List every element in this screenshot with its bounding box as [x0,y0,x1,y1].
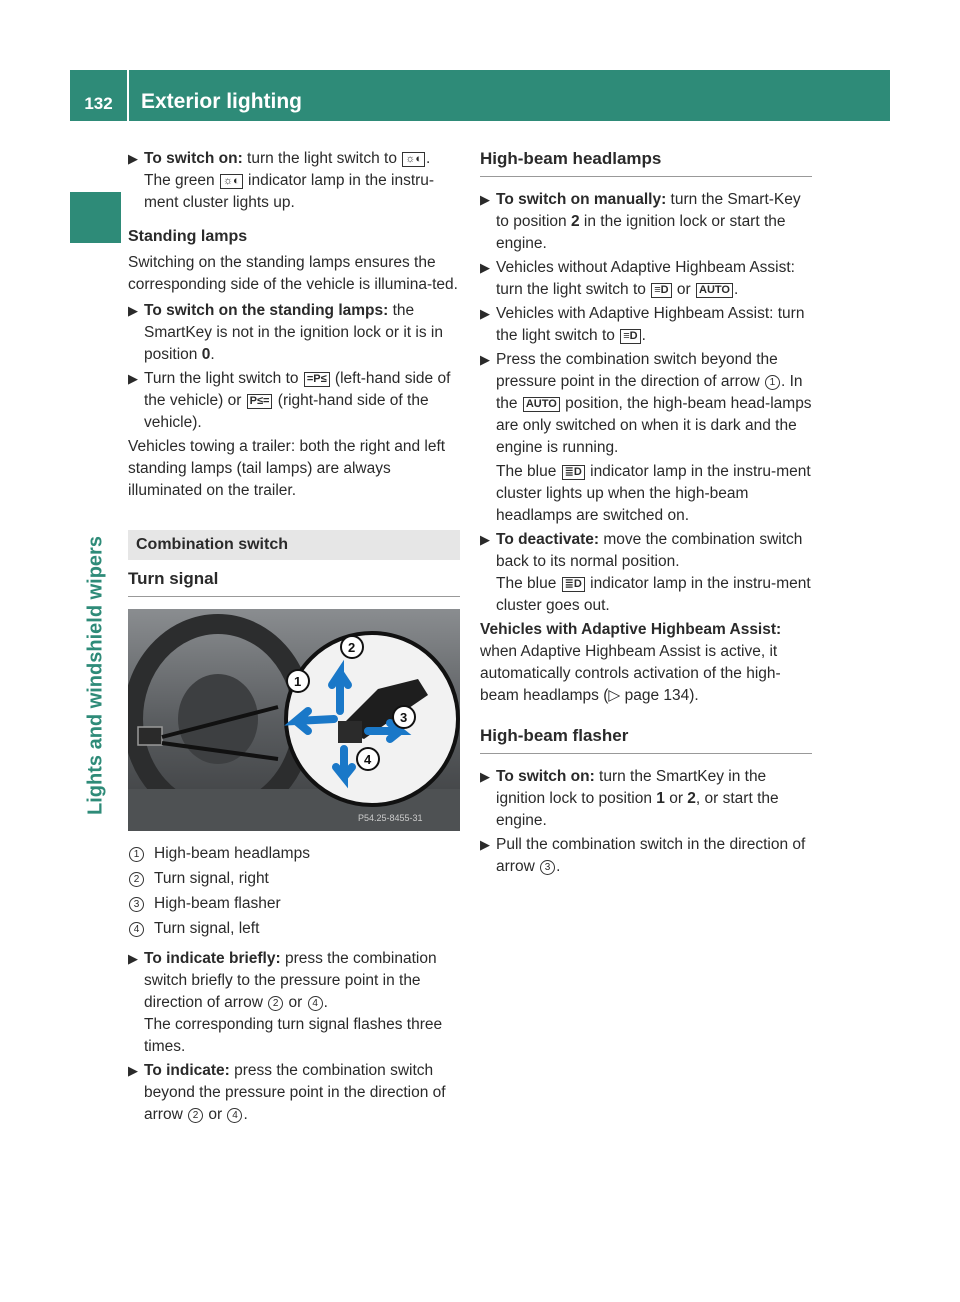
legend-text: Turn signal, right [154,870,269,887]
standing-lamps-text: Switching on the standing lamps ensures the corresponding side of the vehicle is illumina-ted. [128,254,458,293]
left-column [128,148,460,1128]
step-text: move the combination switch back to its normal position. [496,531,803,570]
legend-text: Turn signal, left [154,920,260,937]
step-text: turn the SmartKey in the ignition lock to position [496,768,767,807]
step-text: . [243,1106,248,1123]
legend-text: High-beam headlamps [154,845,310,862]
position-value: 2 [687,790,696,807]
step-arrow-icon: ▶ [128,303,138,318]
adaptive-highbeam-paragraph [480,619,812,707]
step-indicate-briefly [128,948,460,1058]
arrow-number: 3 [540,860,555,875]
page-number: 132 [84,94,113,113]
step-arrow-icon: ▶ [480,352,490,367]
auto-light-icon: AUTO [523,397,560,412]
step-standing-lamps [128,300,460,366]
arrow-number: 2 [188,1108,203,1123]
step-text: or [664,790,688,807]
step-arrow-icon: ▶ [480,532,490,547]
step-lead: To deactivate: [496,531,600,548]
standing-lamps-symbol-icon: ☼◐ [402,152,425,167]
step-text: Pull the combination switch in the direction of arrow [496,836,806,875]
step-lead: To switch on manually: [496,191,667,208]
step-lead: To indicate: [144,1062,230,1079]
step-text: turn the Smart-Key to position [496,191,801,230]
callout-1: 1 [294,674,302,689]
step-text: indicator lamp in the instru-ment cluster goes out. [496,575,811,614]
step-arrow-icon: ▶ [480,769,490,784]
step-lead: To switch on: [144,150,243,167]
position-value: 0 [201,346,211,363]
step-text: The blue [496,575,561,592]
step-text: . [733,281,739,298]
step-lead: To switch on: [496,768,595,785]
step-text: press the combination switch beyond the pressure point in the direction of arrow [144,1062,446,1123]
legend-number: 4 [129,922,144,937]
step-arrow-icon: ▶ [128,951,138,966]
step-arrow-icon: ▶ [480,306,490,321]
step-lead: To switch on the standing lamps: [144,302,389,319]
step-text: . [323,994,328,1011]
step-indicate [128,1060,460,1126]
step-with-adaptive [480,303,812,347]
high-beam-indicator-icon: ≣D [562,577,585,592]
step-text: indicator lamp in the instru-ment cluster lights up. [144,172,435,211]
step-arrow-icon: ▶ [128,151,138,166]
position-value: 1 [656,790,665,807]
step-text: or [284,994,307,1011]
step-text: . In the [496,373,803,412]
step-text: . [210,346,215,363]
low-beam-icon: ≡D [620,329,640,344]
step-text: or [204,1106,227,1123]
step-text: The blue [496,463,561,480]
side-label-text: Lights and windshield wipers [84,536,106,815]
adaptive-lead: Vehicles with Adaptive Highbeam Assist: [480,621,782,638]
legend-number: 3 [129,897,144,912]
step-text: (left-hand side of the vehicle) or [144,370,451,409]
combination-switch-figure [128,609,460,831]
step-note [496,461,812,527]
step-text: . [556,858,561,875]
legend-item [128,918,460,940]
high-beam-headlamps-title: High-beam headlamps [480,148,812,177]
left-standing-lamp-icon: =P≤ [304,372,330,387]
step-press-combination [480,349,812,527]
step-switch-on [128,148,460,214]
adaptive-text: when Adaptive Highbeam Assist is active, it automatically controls activation of the high-beam headlamps ( [480,643,781,704]
step-text: indicator lamp in the instru-ment cluster lights up when the high-beam headlamps are switched on. [496,463,811,524]
step-text: Vehicles with Adaptive Highbeam Assist: turn the light switch to [496,305,805,344]
step-text: press the combination switch briefly to the pressure point in the direction of arrow [144,950,437,1011]
right-column [480,148,812,880]
towing-text: Vehicles towing a trailer: both the right and left standing lamps (tail lamps) are always illuminated on the trailer. [128,438,446,499]
arrow-number: 4 [227,1108,242,1123]
step-text: in the ignition lock or start the engine. [496,213,786,252]
step-text: or [672,281,695,298]
combination-switch-illustration [128,609,460,831]
step-text: position, the high-beam head-lamps are only switched on when it is dark and the engine is running. [496,395,812,456]
step-arrow-icon: ▶ [128,1063,138,1078]
turn-signal-title: Turn signal [128,568,460,597]
arrow-number: 1 [765,375,780,390]
step-text: Turn the light switch to [144,370,303,387]
high-beam-indicator-icon: ≣D [562,465,585,480]
step-flasher-switch-on [480,766,812,832]
arrow-number: 2 [268,996,283,1011]
arrow-number: 4 [308,996,323,1011]
low-beam-icon: ≡D [651,283,671,298]
section-combination-switch: Combination switch [128,530,460,560]
adaptive-text: ). [689,687,699,704]
step-text: (right-hand side of the vehicle). [144,392,429,431]
legend-item [128,843,460,865]
step-pull-combination [480,834,812,878]
step-switch-on-manually [480,189,812,255]
step-text: The green [144,172,219,189]
legend-number: 2 [129,872,144,887]
high-beam-flasher-title: High-beam flasher [480,725,812,754]
step-deactivate [480,529,812,617]
legend-item [128,893,460,915]
step-text: . [641,327,646,344]
side-tab [70,192,121,243]
step-text: turn the light switch to [242,150,402,167]
callout-3: 3 [400,710,408,725]
legend-item [128,868,460,890]
step-text: . [426,150,431,167]
step-text: The corresponding turn signal flashes three times. [144,1016,443,1055]
step-text: Press the combination switch beyond the pressure point in the direction of arrow [496,351,778,390]
header-divider [127,70,129,121]
right-standing-lamp-icon: P≤= [247,394,273,409]
callout-2: 2 [348,640,356,655]
callout-4: 4 [364,752,372,767]
step-arrow-icon: ▶ [480,192,490,207]
step-lead: To indicate briefly: [144,950,281,967]
page-reference-link[interactable]: ▷ page 134 [608,687,690,704]
page-title: Exterior lighting [141,90,303,113]
step-arrow-icon: ▶ [480,837,490,852]
step-turn-light-switch [128,368,460,434]
position-value: 2 [570,213,580,230]
step-arrow-icon: ▶ [480,260,490,275]
figure-code: P54.25-8455-31 [358,813,423,823]
legend-number: 1 [129,847,144,862]
step-without-adaptive [480,257,812,301]
standing-lamps-symbol-icon: ☼◐ [220,174,243,189]
step-text: Vehicles without Adaptive Highbeam Assist: turn the light switch to [496,259,795,298]
standing-lamps-title: Standing lamps [128,228,248,245]
auto-light-icon: AUTO [696,283,733,298]
step-text: the SmartKey is not in the ignition lock or it is in position [144,302,443,363]
step-arrow-icon: ▶ [128,371,138,386]
legend-text: High-beam flasher [154,895,281,912]
step-text: , or start the engine. [496,790,779,829]
